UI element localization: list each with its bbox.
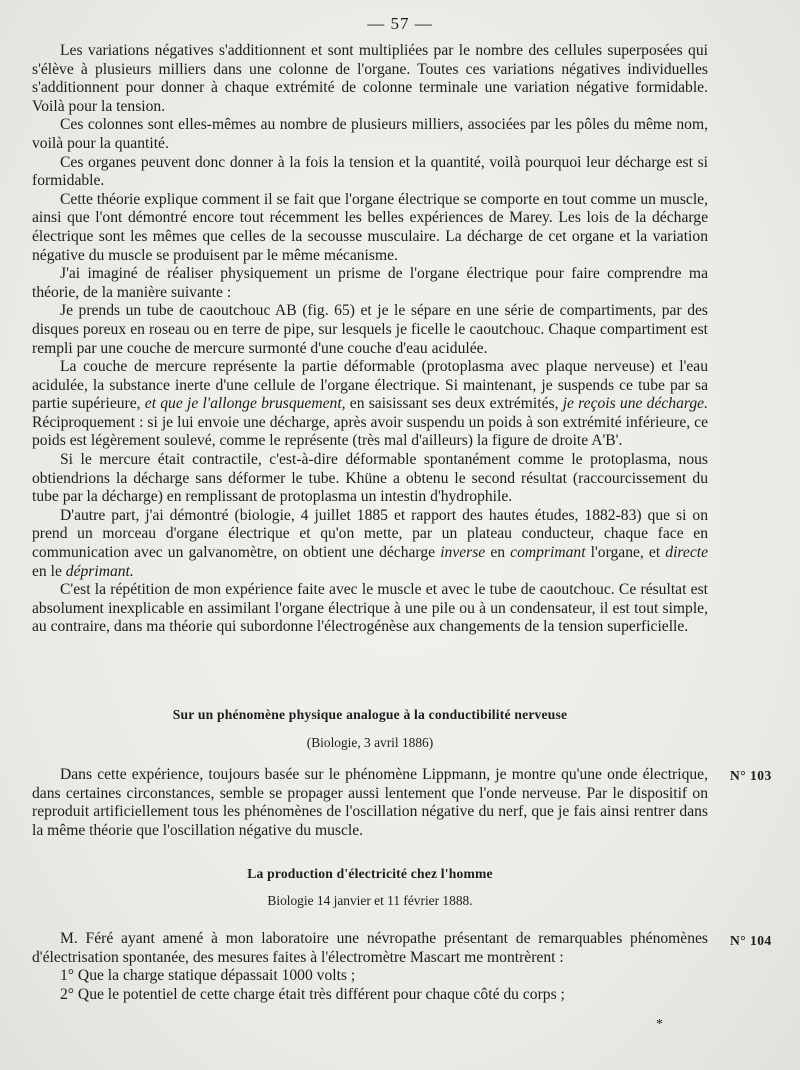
section-subtitle: Biologie 14 janvier et 11 février 1888. xyxy=(267,893,473,908)
entry-number: N° 104 xyxy=(730,933,772,948)
italic-span: je reçois une décharge. xyxy=(562,395,708,413)
paragraph: C'est la répétition de mon expérience faite avec le muscle et avec le tube de caoutchouc. Ce résultat est absolument inexplicable en assimilant l'organe électrique à une pile ou à un condensateur, il est tout simple, au contraire, dans ma théorie qui subordonne l'électrogénèse aux changements de la tension superficielle. xyxy=(32,581,708,636)
italic-span: directe xyxy=(665,544,709,562)
text-span: l'organe, et xyxy=(585,544,666,562)
text-span: en le xyxy=(32,562,66,580)
italic-span: et que je l'allonge brusquement, xyxy=(144,395,346,413)
entry-number: N° 103 xyxy=(730,768,772,783)
section-text xyxy=(32,930,708,1004)
paragraph: Dans cette expérience, toujours basée sur le phénomène Lippmann, je montre qu'une onde électrique, dans certaines circonstances, semble se propager aussi lentement que l'onde nerveuse. Par le dispositif on reproduit artificiellement tous les phénomènes de l'oscillation négative du nerf, que je fais ainsi rentrer dans la même théorie que l'oscillation négative du muscle. xyxy=(32,766,708,839)
text-span: en xyxy=(485,544,511,562)
paragraph-galvanometer xyxy=(32,507,708,581)
section-heading: Sur un phénomène physique analogue à la conductibilité nerveuse xyxy=(172,707,568,722)
paragraph: Je prends un tube de caoutchouc AB (fig. 65) et je le sépare en une série de compartiments, par des disques poreux en roseau ou en terre de pipe, sur lesquels je ficelle le caoutchouc. Chaque compartiment est rempli par une couche de mercure surmonté d'une couche d'eau acidulée. xyxy=(32,302,708,357)
italic-span: inverse xyxy=(440,544,486,562)
paragraph: Ces organes peuvent donc donner à la fois la tension et la quantité, voilà pourquoi leur décharge est si formidable. xyxy=(32,153,708,190)
italic-span: déprimant. xyxy=(65,562,134,580)
section-subtitle: (Biologie, 3 avril 1886) xyxy=(306,735,434,750)
list-item: 1° Que la charge statique dépassait 1000 volts ; xyxy=(60,967,356,985)
section-heading: La production d'électricité chez l'homme xyxy=(247,866,493,881)
text-span: en saisissant ses deux extrémités, xyxy=(345,395,563,413)
footer-mark: * xyxy=(656,1017,663,1032)
italic-span: comprimant xyxy=(510,544,586,562)
paragraph: J'ai imaginé de réaliser physiquement un prisme de l'organe électrique pour faire comprendre ma théorie, de la manière suivante : xyxy=(32,265,708,301)
page-number: — 57 — xyxy=(367,14,433,33)
paragraph-tube-experiment xyxy=(32,358,708,451)
paragraph: Les variations négatives s'additionnent et sont multipliées par le nombre des cellules superposées qui s'élève à plusieurs milliers dans une colonne de l'organe. Toutes ces variations négatives individuelles s'additionnent pour donner à chaque extrémité de colonne terminale une variation négative formidable. Voilà pour la tension. xyxy=(32,42,708,115)
text-span: La couche de mercure représente la partie déformable (protoplasma avec plaque nerveuse) et l'eau acidulée, la substance inerte d'une cellule de l'organe électrique. Si maintenant, je suspends ce tube par sa partie supérieure, xyxy=(32,358,708,413)
paragraph: Ces colonnes sont elles-mêmes au nombre de plusieurs milliers, associées par les pôles du même nom, voilà pour la quantité. xyxy=(32,116,708,152)
main-text xyxy=(32,42,708,637)
list-item: 2° Que le potentiel de cette charge était très différent pour chaque côté du corps ; xyxy=(60,985,565,1003)
paragraph: Cette théorie explique comment il se fait que l'organe électrique se comporte en tout comme un muscle, ainsi que l'ont démontré encore tout récemment les belles expériences de Marey. Les lois de la décharge électrique sont les mêmes que celles de la secousse musculaire. La décharge de cet organe et la variation négative du muscle se produisent par le même mécanisme. xyxy=(32,190,708,264)
section-text xyxy=(32,766,708,840)
paragraph: M. Féré ayant amené à mon laboratoire une névropathe présentant de remarquables phénomènes d'électrisation spontanée, des mesures faites à l'électromètre Mascart me montrèrent : xyxy=(32,930,708,966)
text-span: Réciproquement : si je lui envoie une décharge, après avoir suspendu un poids à son extrémité inférieure, ce poids est légèrement soulevé, comme le représente (très mal d'ailleurs) la figure de droite A'B'. xyxy=(32,413,708,450)
paragraph: Si le mercure était contractile, c'est-à-dire déformable spontanément comme le protoplasma, nous obtiendrions la décharge sans déformer le tube. Khüne a obtenu le second résultat (raccourcissement du tube par la décharge) en remplissant de protoplasma un intestin d'hydrophile. xyxy=(32,451,708,506)
text-span: D'autre part, j'ai démontré (biologie, 4 juillet 1885 et rapport des hautes études, 1882-83) que si on prend un morceau d'organe électrique et qu'on mette, par un plateau conducteur, chaque face en communication avec un galvanomètre, on obtient une décharge xyxy=(32,506,708,562)
